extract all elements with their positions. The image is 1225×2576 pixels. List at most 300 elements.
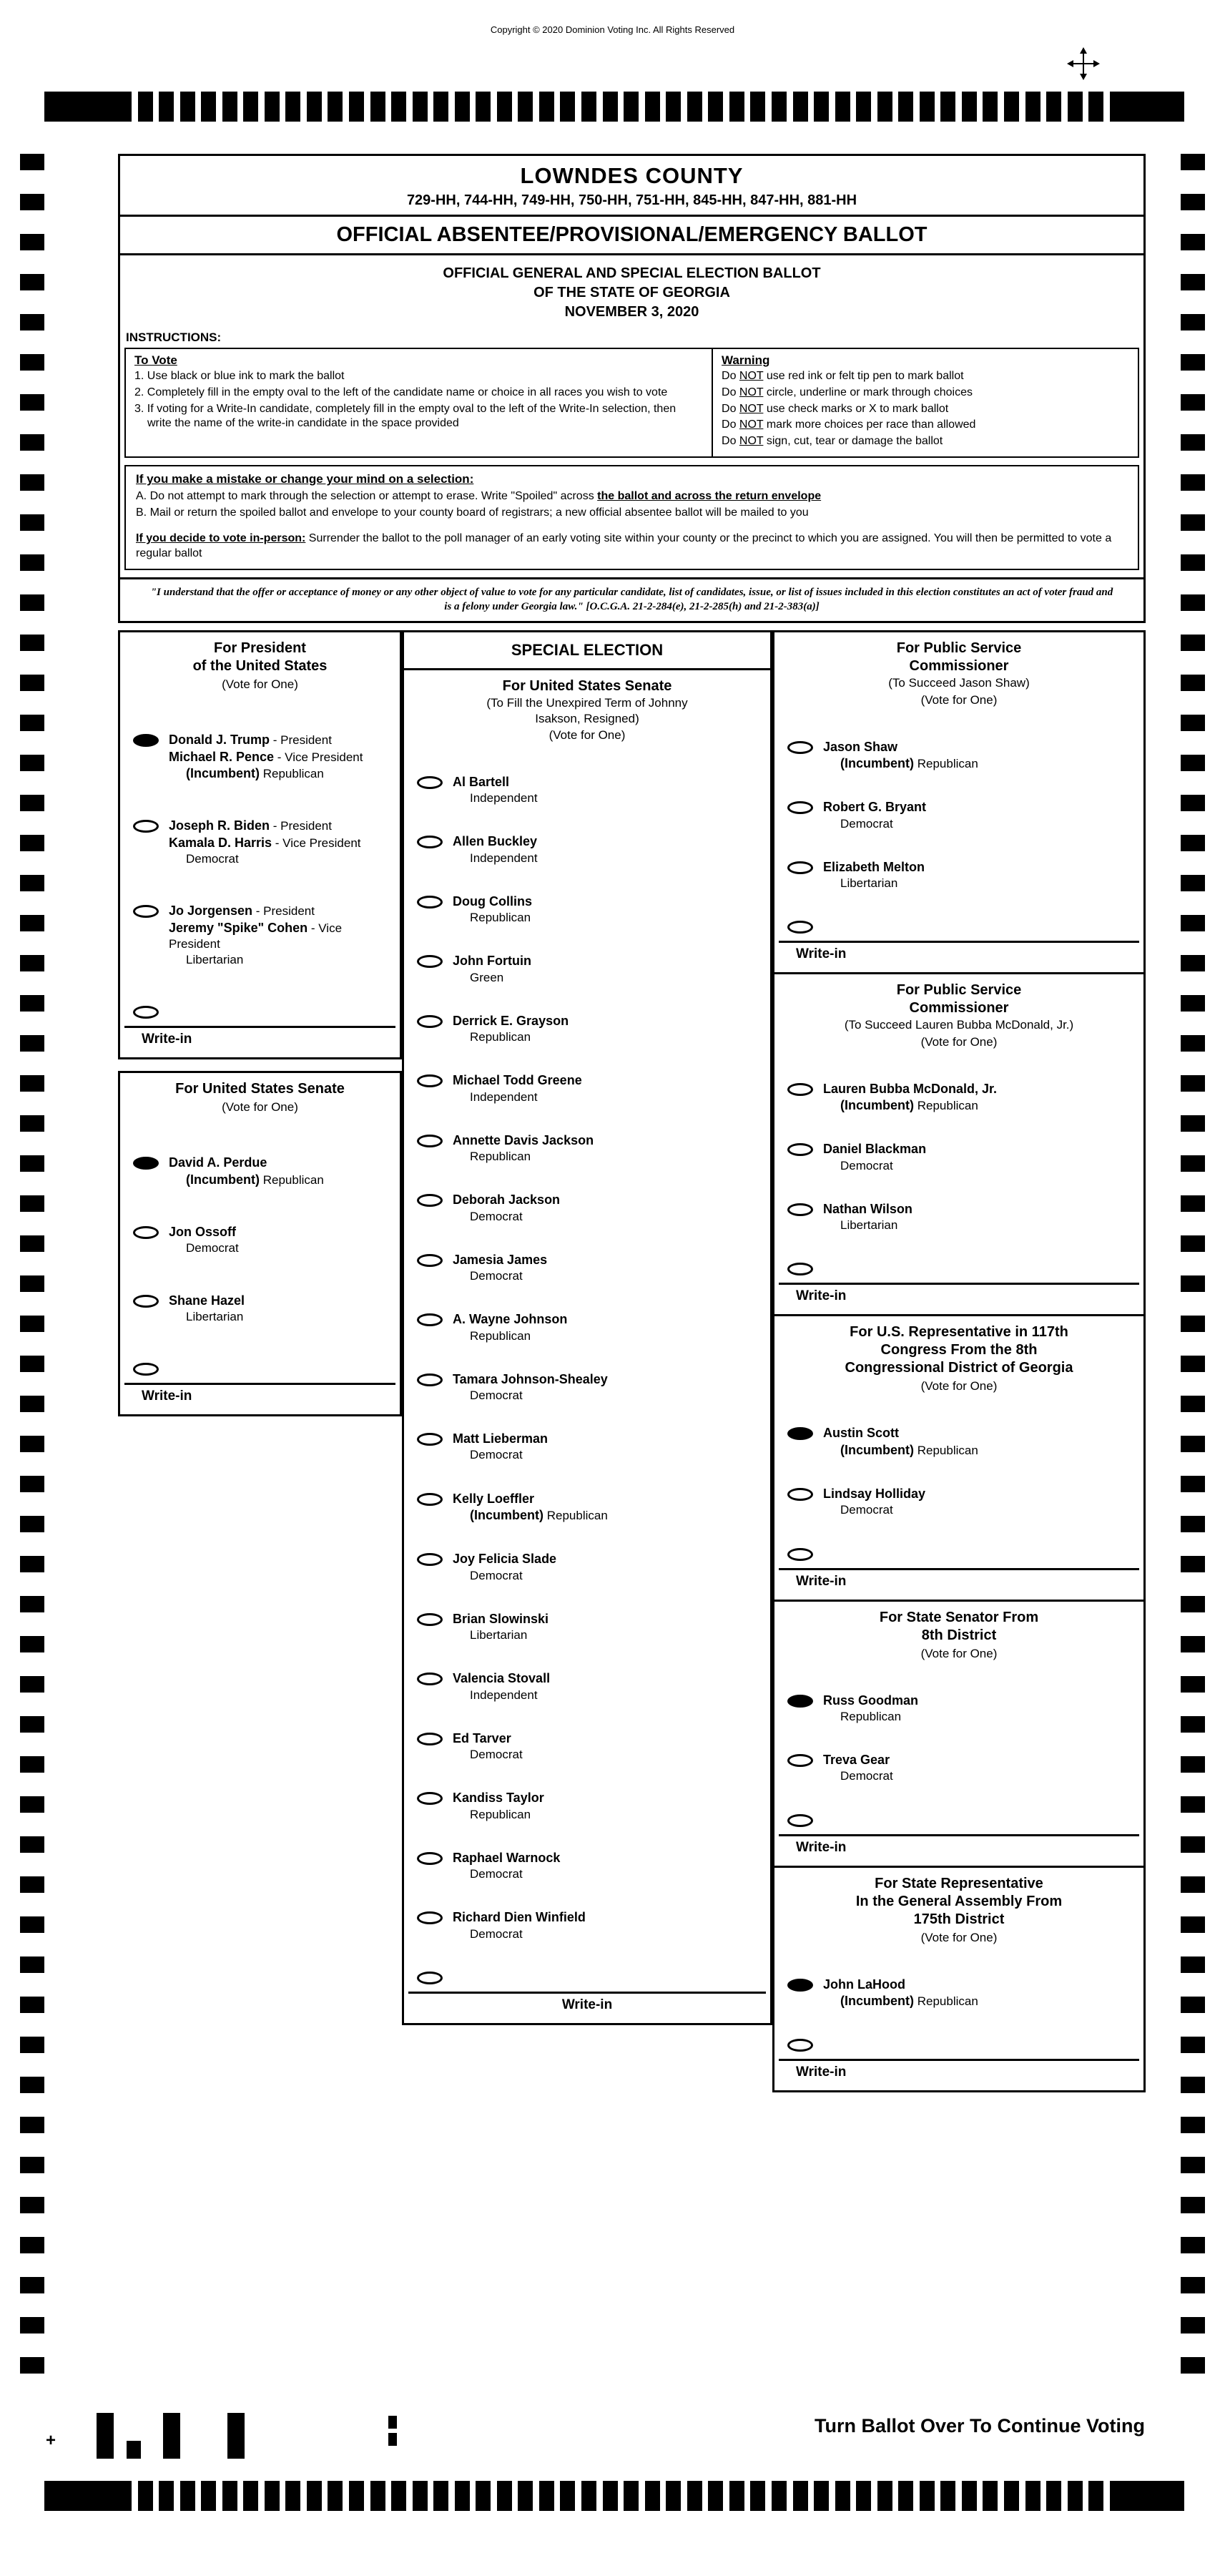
timing-mark — [20, 755, 44, 771]
timing-mark — [1181, 1436, 1205, 1452]
candidate-text — [453, 1491, 763, 1524]
vote-oval[interactable] — [133, 1226, 159, 1239]
in-person-note — [136, 531, 1128, 562]
ballot-code-mark — [388, 2433, 397, 2446]
race-header — [774, 1602, 1143, 1665]
timing-mark — [20, 554, 44, 571]
timing-mark — [20, 1476, 44, 1492]
vote-oval[interactable] — [417, 1493, 443, 1506]
timing-mark — [1181, 1596, 1205, 1612]
race-us-senate — [118, 1071, 402, 1416]
timing-mark — [1181, 1235, 1205, 1252]
candidate-text — [453, 1431, 763, 1463]
race-subtitle-line: (To Succeed Jason Shaw) — [888, 676, 1030, 690]
timing-mark — [20, 434, 44, 451]
timing-mark — [20, 2277, 44, 2293]
vote-oval[interactable] — [787, 1143, 813, 1156]
vote-oval[interactable] — [417, 1313, 443, 1326]
timing-mark — [20, 835, 44, 851]
candidate-line: (Incumbent) Republican — [840, 755, 978, 770]
vote-oval[interactable] — [417, 1792, 443, 1805]
write-in-label: Write-in — [142, 1389, 192, 1404]
special-election-header: SPECIAL ELECTION — [404, 632, 770, 670]
candidate-row — [120, 818, 400, 867]
vote-oval[interactable] — [133, 820, 159, 833]
candidate-line: Democrat — [186, 1241, 239, 1255]
candidate-row — [774, 1693, 1143, 1725]
candidate-row — [404, 1132, 770, 1165]
candidate-row — [774, 739, 1143, 773]
timing-mark — [1181, 594, 1205, 611]
vote-oval[interactable] — [133, 1295, 159, 1308]
candidate-text — [823, 1752, 1136, 1784]
timing-mark — [20, 1556, 44, 1572]
write-in-oval-row — [120, 1361, 400, 1376]
write-in-oval-row — [774, 1260, 1143, 1275]
candidate-row — [404, 1072, 770, 1105]
candidate-line: Derrick E. Grayson — [453, 1013, 569, 1028]
timing-mark — [349, 92, 364, 122]
timing-mark — [940, 2481, 955, 2511]
precinct-list: 729-HH, 744-HH, 749-HH, 750-HH, 751-HH, 845-HH, 847-HH, 881-HH — [406, 192, 857, 208]
vote-oval[interactable] — [787, 741, 813, 754]
candidate-line: Democrat — [470, 1926, 523, 1941]
candidate-row — [404, 1431, 770, 1463]
ballot-type-title: OFFICIAL ABSENTEE/PROVISIONAL/EMERGENCY BALLOT — [336, 223, 928, 246]
timing-mark — [20, 955, 44, 971]
timing-mark — [983, 92, 998, 122]
timing-mark — [772, 92, 787, 122]
ballot-code-mark — [127, 2441, 141, 2459]
write-in-label: Write-in — [796, 946, 847, 962]
candidate-row — [404, 1551, 770, 1583]
ballot-title-box — [118, 217, 1146, 255]
timing-mark — [1181, 675, 1205, 691]
timing-mark — [962, 2481, 977, 2511]
timing-mark — [666, 2481, 681, 2511]
candidate-text — [453, 1371, 763, 1404]
candidate-line: (Incumbent) Republican — [186, 1172, 324, 1187]
vote-oval[interactable] — [787, 1083, 813, 1096]
timing-mark — [687, 2481, 702, 2511]
timing-mark — [44, 2481, 132, 2511]
vote-oval[interactable] — [787, 1203, 813, 1216]
timing-mark — [307, 2481, 322, 2511]
timing-mark — [1181, 2197, 1205, 2213]
candidate-line: Kamala D. Harris - Vice President — [169, 835, 361, 850]
candidate-line: Nathan Wilson — [823, 1201, 912, 1216]
timing-mark — [1181, 2117, 1205, 2133]
candidate-text — [453, 1252, 763, 1284]
race-subtitle-line: Isakson, Resigned) — [535, 711, 639, 725]
vote-for-label: (Vote for One) — [222, 1100, 298, 1115]
timing-mark — [708, 2481, 723, 2511]
candidate-line: Republican — [470, 911, 531, 925]
timing-mark — [1181, 274, 1205, 290]
candidate-line: Libertarian — [840, 876, 898, 891]
vote-oval-filled[interactable] — [787, 1695, 813, 1708]
race-header — [774, 632, 1143, 711]
column-left — [118, 630, 402, 1416]
candidate-text — [453, 1311, 763, 1343]
timing-mark — [1181, 875, 1205, 891]
candidate-line: Democrat — [186, 852, 239, 866]
timing-mark — [20, 635, 44, 651]
timing-mark — [20, 1676, 44, 1693]
candidate-line: Democrat — [470, 1448, 523, 1462]
vote-oval-filled[interactable] — [133, 1157, 159, 1170]
timing-mark — [20, 795, 44, 811]
race-header — [404, 670, 770, 747]
vote-for-label: (Vote for One) — [920, 1379, 998, 1394]
vote-oval[interactable] — [417, 896, 443, 909]
candidate-row — [404, 1371, 770, 1404]
candidate-row — [120, 1155, 400, 1188]
candidate-row — [774, 1752, 1143, 1784]
write-in-oval[interactable] — [787, 1548, 813, 1561]
candidate-text — [453, 833, 763, 866]
timing-mark — [1181, 1476, 1205, 1492]
timing-top — [44, 92, 1184, 122]
candidate-line: Independent — [470, 1688, 538, 1702]
candidate-row — [404, 1909, 770, 1941]
timing-mark — [856, 2481, 871, 2511]
warning-item: Do NOT use red ink or felt tip pen to mark ballot — [722, 370, 964, 382]
candidate-text — [823, 1693, 1136, 1725]
vote-oval[interactable] — [787, 1488, 813, 1501]
registration-crosshair-icon — [1067, 47, 1100, 80]
timing-mark — [1181, 154, 1205, 170]
candidate-text — [453, 1192, 763, 1224]
candidate-line: Democrat — [840, 1503, 893, 1517]
timing-mark — [1181, 1836, 1205, 1853]
timing-mark — [1068, 2481, 1083, 2511]
race-subtitle-line: (To Succeed Lauren Bubba McDonald, Jr.) — [844, 1018, 1074, 1032]
timing-mark — [645, 92, 660, 122]
vote-oval[interactable] — [417, 1852, 443, 1865]
race-title-line: For President — [214, 640, 306, 657]
warning-title: Warning — [722, 353, 770, 367]
timing-mark — [856, 92, 871, 122]
timing-mark — [20, 2357, 44, 2374]
candidate-text — [823, 739, 1136, 773]
timing-mark — [20, 875, 44, 891]
timing-mark — [1181, 1796, 1205, 1813]
timing-mark — [20, 2077, 44, 2093]
write-in-oval-row — [774, 1546, 1143, 1561]
warning-box — [713, 348, 1139, 458]
timing-mark — [940, 92, 955, 122]
timing-mark — [1181, 915, 1205, 931]
candidate-line: Kandiss Taylor — [453, 1791, 544, 1806]
candidate-line: Valencia Stovall — [453, 1671, 551, 1686]
vote-oval[interactable] — [417, 1553, 443, 1566]
timing-mark — [391, 92, 406, 122]
candidate-line: Democrat — [470, 1389, 523, 1402]
vote-oval[interactable] — [417, 836, 443, 848]
candidate-line: Independent — [470, 851, 538, 865]
candidate-row — [404, 1311, 770, 1343]
vote-oval[interactable] — [787, 1754, 813, 1767]
write-in-oval[interactable] — [787, 1263, 813, 1275]
vote-for-label: (Vote for One) — [920, 1646, 998, 1660]
timing-mark — [1181, 2277, 1205, 2293]
ballot-code-mark — [227, 2413, 245, 2459]
timing-mark — [349, 2481, 364, 2511]
timing-mark — [1181, 1316, 1205, 1332]
candidate-line: (Incumbent) Republican — [186, 766, 324, 781]
vote-oval[interactable] — [417, 776, 443, 789]
timing-mark — [581, 92, 596, 122]
candidate-line: Robert G. Bryant — [823, 800, 927, 815]
vote-oval-filled[interactable] — [787, 1427, 813, 1440]
timing-mark — [20, 1155, 44, 1172]
write-in-label: Write-in — [796, 2065, 847, 2080]
candidate-line: Independent — [470, 1089, 538, 1104]
timing-mark — [1181, 1356, 1205, 1372]
candidate-text — [823, 1081, 1136, 1115]
candidate-line: Russ Goodman — [823, 1693, 919, 1708]
candidate-line: Doug Collins — [453, 893, 532, 909]
candidate-text — [453, 1611, 763, 1643]
candidate-text — [453, 1730, 763, 1763]
write-in-section — [774, 1260, 1143, 1314]
timing-mark — [1110, 92, 1184, 122]
timing-mark — [1004, 2481, 1019, 2511]
candidate-line: Republican — [840, 1709, 902, 1723]
turn-ballot-over-label: Turn Ballot Over To Continue Voting — [815, 2415, 1145, 2437]
vote-oval[interactable] — [787, 861, 813, 874]
timing-mark — [898, 2481, 913, 2511]
write-in-oval[interactable] — [787, 921, 813, 934]
timing-mark — [497, 2481, 512, 2511]
timing-mark — [1181, 434, 1205, 451]
timing-mark — [201, 2481, 216, 2511]
write-in-label: Write-in — [796, 1288, 847, 1304]
vote-for-label: (Vote for One) — [222, 677, 298, 692]
timing-mark — [328, 2481, 343, 2511]
candidate-text — [453, 1850, 763, 1882]
timing-mark — [20, 1876, 44, 1893]
timing-mark — [370, 2481, 385, 2511]
timing-mark — [20, 1235, 44, 1252]
candidate-line: A. Wayne Johnson — [453, 1312, 568, 1327]
write-in-section — [120, 1361, 400, 1414]
race-state-senator-8 — [772, 1600, 1146, 1868]
vote-oval[interactable] — [417, 1254, 443, 1267]
write-in-oval[interactable] — [133, 1006, 159, 1019]
write-in-oval[interactable] — [417, 1972, 443, 1984]
timing-mark — [772, 2481, 787, 2511]
timing-mark — [835, 2481, 850, 2511]
timing-mark — [1088, 2481, 1103, 2511]
write-in-section — [774, 1546, 1143, 1600]
vote-oval[interactable] — [787, 801, 813, 814]
candidate-line: Kelly Loeffler — [453, 1491, 535, 1506]
timing-mark — [391, 2481, 406, 2511]
vote-oval[interactable] — [417, 1433, 443, 1446]
vote-oval[interactable] — [417, 1135, 443, 1147]
candidate-line: Jo Jorgensen - President — [169, 903, 315, 919]
candidate-text — [169, 1293, 393, 1325]
write-in-oval[interactable] — [133, 1363, 159, 1376]
timing-mark — [1181, 635, 1205, 651]
write-in-oval[interactable] — [787, 1814, 813, 1827]
candidate-line: Democrat — [470, 1867, 523, 1881]
candidate-line: Donald J. Trump - President — [169, 733, 332, 748]
timing-mark — [20, 2197, 44, 2213]
county-name: LOWNDES COUNTY — [520, 163, 744, 188]
timing-mark — [1181, 955, 1205, 971]
timing-mark — [1181, 795, 1205, 811]
vote-oval[interactable] — [417, 1194, 443, 1207]
timing-mark — [1181, 1676, 1205, 1693]
timing-mark — [20, 1997, 44, 2013]
timing-mark — [307, 92, 322, 122]
mistake-list — [136, 489, 1128, 521]
race-title-line: For United States Senate — [175, 1081, 345, 1097]
mistake-item: A. Do not attempt to mark through the selection or attempt to erase. Write "Spoiled" across the ballot and across the return envelope — [136, 489, 822, 502]
timing-mark — [1181, 354, 1205, 371]
candidate-row — [774, 1425, 1143, 1459]
write-in-section — [774, 1812, 1143, 1866]
candidate-line: John LaHood — [823, 1977, 905, 1992]
vote-oval[interactable] — [417, 1373, 443, 1386]
race-title-line: For United States Senate — [502, 678, 672, 695]
timing-mark — [1046, 92, 1061, 122]
candidate-text — [823, 1486, 1136, 1518]
candidate-line: Daniel Blackman — [823, 1142, 927, 1157]
timing-mark — [201, 92, 216, 122]
timing-mark — [20, 915, 44, 931]
timing-mark — [20, 1716, 44, 1733]
vote-oval-filled[interactable] — [133, 734, 159, 747]
vote-for-label: (Vote for One) — [548, 728, 626, 742]
timing-mark — [243, 2481, 258, 2511]
vote-oval[interactable] — [417, 1733, 443, 1745]
timing-mark — [1181, 1957, 1205, 1973]
timing-mark — [328, 92, 343, 122]
write-in-label: Write-in — [142, 1032, 192, 1047]
timing-mark — [20, 2117, 44, 2133]
timing-mark — [20, 314, 44, 330]
candidate-line: Deborah Jackson — [453, 1192, 561, 1208]
timing-mark — [20, 1115, 44, 1132]
write-in-oval[interactable] — [787, 2039, 813, 2052]
candidate-line: David A. Perdue — [169, 1155, 267, 1170]
vote-oval[interactable] — [417, 1673, 443, 1685]
timing-mark — [539, 92, 554, 122]
timing-mark — [1181, 514, 1205, 531]
candidate-line: Elizabeth Melton — [823, 859, 925, 874]
candidate-line: Shane Hazel — [169, 1293, 245, 1308]
candidate-line: Lauren Bubba McDonald, Jr. — [823, 1081, 998, 1096]
ballot-code-mark — [97, 2413, 114, 2459]
race-state-rep-175 — [772, 1866, 1146, 2093]
candidate-line: (Incumbent) Republican — [840, 1097, 978, 1112]
vote-oval[interactable] — [417, 1015, 443, 1028]
timing-mark — [1181, 1155, 1205, 1172]
race-title-line: of the United States — [192, 658, 328, 675]
timing-mark — [920, 2481, 935, 2511]
candidate-line: Republican — [470, 1150, 531, 1164]
candidate-row — [404, 1491, 770, 1524]
timing-mark — [1181, 1556, 1205, 1572]
timing-mark — [750, 92, 765, 122]
timing-mark — [20, 2317, 44, 2333]
timing-mark — [44, 92, 132, 122]
timing-mark — [1181, 2357, 1205, 2374]
candidate-text — [453, 953, 763, 985]
timing-mark — [159, 92, 174, 122]
timing-mark — [1181, 1195, 1205, 1212]
timing-mark — [1181, 2037, 1205, 2053]
timing-mark — [265, 92, 280, 122]
vote-oval[interactable] — [417, 1074, 443, 1087]
timing-mark — [285, 2481, 300, 2511]
candidate-line: Brian Slowinski — [453, 1611, 549, 1626]
candidate-line: Raphael Warnock — [453, 1850, 561, 1865]
to-vote-title: To Vote — [134, 353, 177, 367]
candidate-row — [774, 1977, 1143, 2010]
vote-oval[interactable] — [133, 905, 159, 918]
timing-mark — [1088, 92, 1103, 122]
timing-mark — [20, 594, 44, 611]
candidate-text — [453, 1072, 763, 1105]
race-psc-shaw — [772, 630, 1146, 974]
timing-mark — [1181, 1275, 1205, 1292]
candidate-row — [774, 1201, 1143, 1233]
candidate-row — [404, 1252, 770, 1284]
timing-left — [20, 154, 44, 2374]
candidate-row — [120, 1224, 400, 1256]
to-vote-item: 1. Use black or blue ink to mark the ballot — [134, 370, 345, 382]
race-us-rep-117 — [772, 1314, 1146, 1601]
timing-mark — [1181, 1916, 1205, 1933]
timing-mark — [560, 2481, 575, 2511]
candidate-line: Democrat — [840, 1158, 893, 1172]
candidate-line: John Fortuin — [453, 954, 531, 969]
timing-mark — [645, 2481, 660, 2511]
timing-mark — [20, 1195, 44, 1212]
vote-oval[interactable] — [417, 955, 443, 968]
race-title-line: Congressional District of Georgia — [845, 1360, 1073, 1376]
candidate-row — [404, 1192, 770, 1224]
candidate-row — [774, 1486, 1143, 1518]
vote-oval-filled[interactable] — [787, 1979, 813, 1992]
candidate-text — [169, 818, 393, 867]
timing-bottom — [44, 2481, 1184, 2511]
timing-mark — [20, 234, 44, 250]
candidate-line: Democrat — [840, 816, 893, 831]
timing-mark — [624, 92, 639, 122]
timing-mark — [1181, 1516, 1205, 1532]
ballot-code-mark — [163, 2413, 180, 2459]
timing-mark — [180, 92, 195, 122]
write-in-oval-row — [404, 1969, 770, 1984]
timing-mark — [814, 92, 829, 122]
timing-mark — [20, 2037, 44, 2053]
warning-item: Do NOT mark more choices per race than allowed — [722, 418, 976, 431]
timing-mark — [1181, 995, 1205, 1012]
timing-mark — [20, 354, 44, 371]
candidate-row — [404, 893, 770, 926]
candidate-line: Libertarian — [186, 1309, 244, 1323]
candidate-line: (Incumbent) Republican — [840, 1993, 978, 2008]
vote-oval[interactable] — [417, 1613, 443, 1626]
vote-oval[interactable] — [417, 1911, 443, 1924]
timing-mark — [1181, 715, 1205, 731]
